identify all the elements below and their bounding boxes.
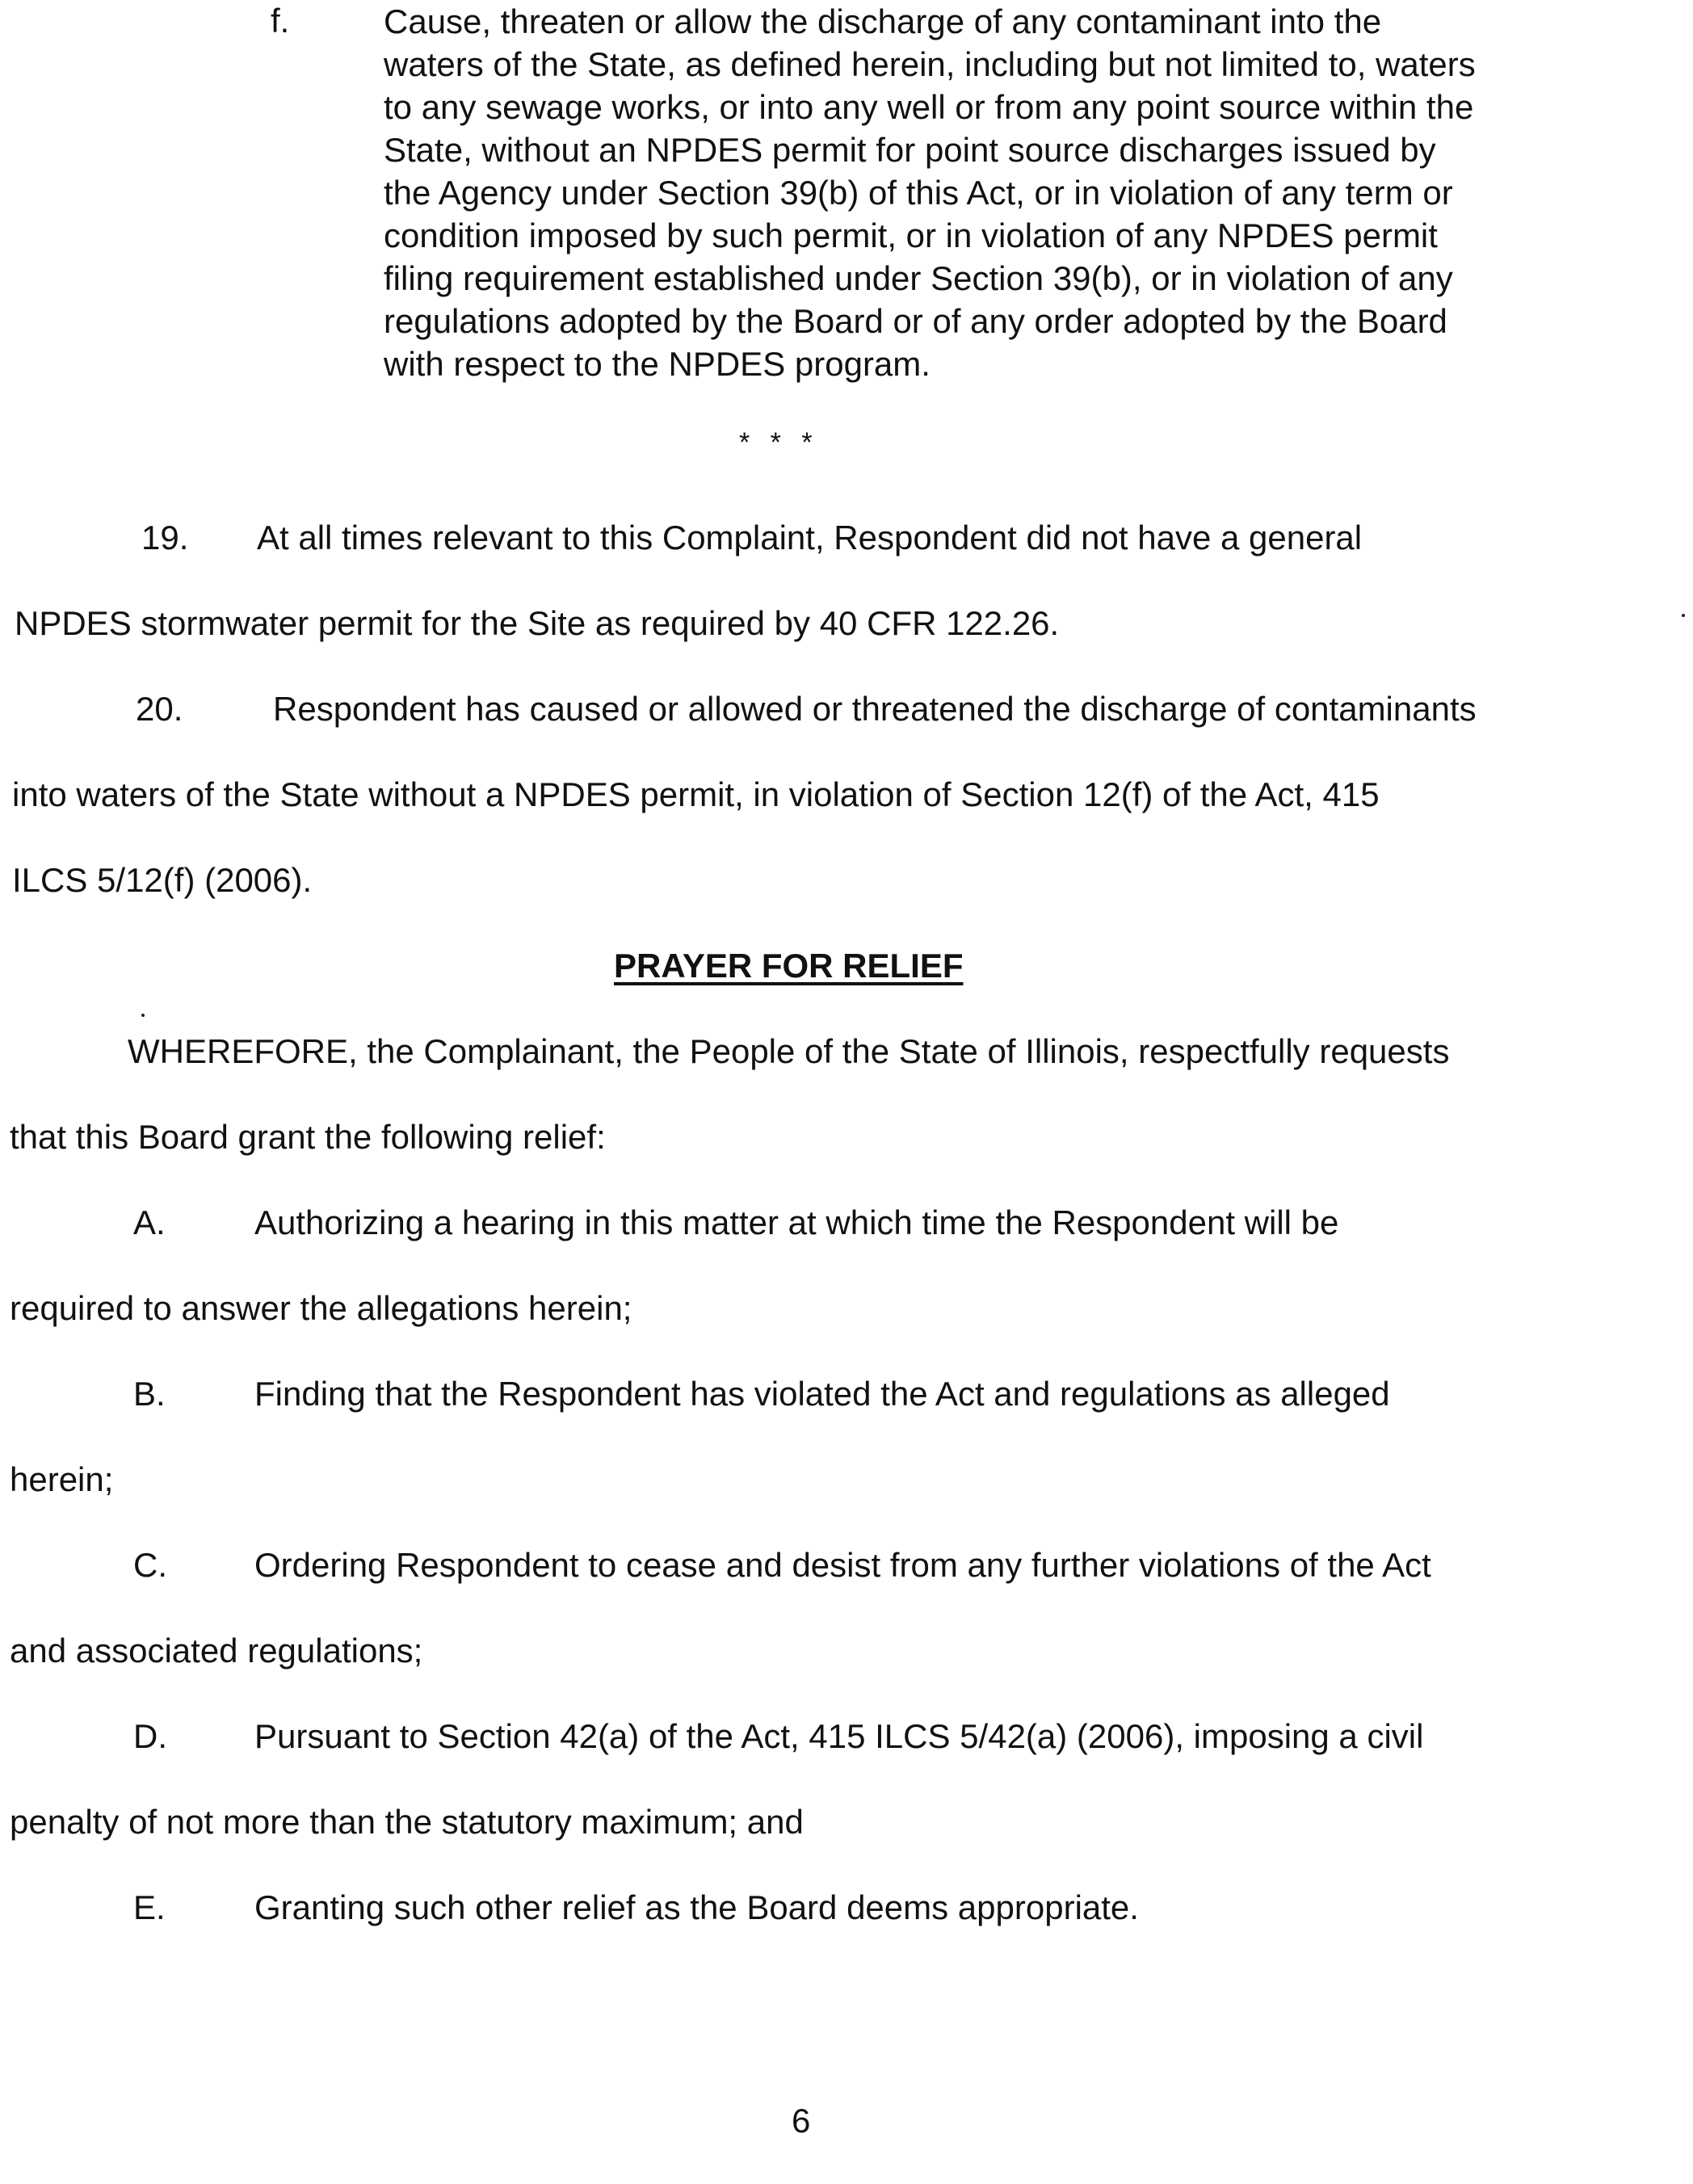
quoted-provision-line: State, without an NPDES permit for point source discharges issued by — [384, 131, 1436, 169]
relief-item-line: and associated regulations; — [10, 1632, 423, 1670]
relief-item-line: herein; — [10, 1460, 114, 1498]
page-number: 6 — [792, 2102, 811, 2140]
paragraph-20-line-3: ILCS 5/12(f) (2006). — [12, 861, 313, 899]
quoted-provision-line: condition imposed by such permit, or in violation of any NPDES permit — [384, 216, 1438, 254]
scan-speck — [1682, 614, 1685, 617]
paragraph-19-number: 19. — [141, 519, 189, 556]
quoted-provision-line: to any sewage works, or into any well or from any point source within the — [384, 88, 1474, 126]
prayer-for-relief-heading: PRAYER FOR RELIEF — [614, 947, 964, 985]
relief-item-line: Granting such other relief as the Board deems appropriate. — [254, 1888, 1139, 1926]
relief-item-letter: A. — [133, 1203, 166, 1241]
relief-item-line: required to answer the allegations herein; — [10, 1289, 632, 1327]
quoted-provision-line: with respect to the NPDES program. — [384, 345, 931, 383]
scan-speck — [141, 1014, 145, 1017]
wherefore-line-2: that this Board grant the following relief: — [10, 1118, 606, 1156]
quoted-provision-label: f. — [271, 2, 290, 40]
quoted-provision-line: regulations adopted by the Board or of any order adopted by the Board — [384, 302, 1447, 340]
quoted-provision-text — [384, 0, 1628, 385]
relief-item-line: Pursuant to Section 42(a) of the Act, 415 ILCS 5/42(a) (2006), imposing a civil — [254, 1717, 1424, 1755]
wherefore-line-1: WHEREFORE, the Complainant, the People of the State of Illinois, respectfully requests — [128, 1032, 1450, 1070]
relief-item-line: Ordering Respondent to cease and desist from any further violations of the Act — [254, 1546, 1431, 1584]
paragraph-19-line-2: NPDES stormwater permit for the Site as required by 40 CFR 122.26. — [15, 604, 1060, 642]
relief-item-line: penalty of not more than the statutory maximum; and — [10, 1803, 804, 1841]
quoted-provision-line: filing requirement established under Section 39(b), or in violation of any — [384, 259, 1453, 297]
omission-marker: * * * — [739, 427, 819, 458]
relief-item-letter: E. — [133, 1888, 166, 1926]
paragraph-20-number: 20. — [136, 690, 183, 728]
quoted-provision-line: waters of the State, as defined herein, including but not limited to, waters — [384, 45, 1476, 83]
relief-item-letter: D. — [133, 1717, 167, 1755]
paragraph-20-line-2: into waters of the State without a NPDES permit, in violation of Section 12(f) of the Act, 415 — [12, 775, 1380, 813]
paragraph-20-line-1: Respondent has caused or allowed or threatened the discharge of contaminants — [273, 690, 1477, 728]
quoted-provision-line: the Agency under Section 39(b) of this Act, or in violation of any term or — [384, 174, 1453, 212]
relief-item-line: Finding that the Respondent has violated the Act and regulations as alleged — [254, 1375, 1390, 1413]
quoted-provision-line: Cause, threaten or allow the discharge of any contaminant into the — [384, 2, 1382, 40]
paragraph-19-line-1: At all times relevant to this Complaint, Respondent did not have a general — [257, 519, 1363, 556]
relief-item-letter: C. — [133, 1546, 167, 1584]
relief-item-line: Authorizing a hearing in this matter at which time the Respondent will be — [254, 1203, 1339, 1241]
relief-item-letter: B. — [133, 1375, 166, 1413]
